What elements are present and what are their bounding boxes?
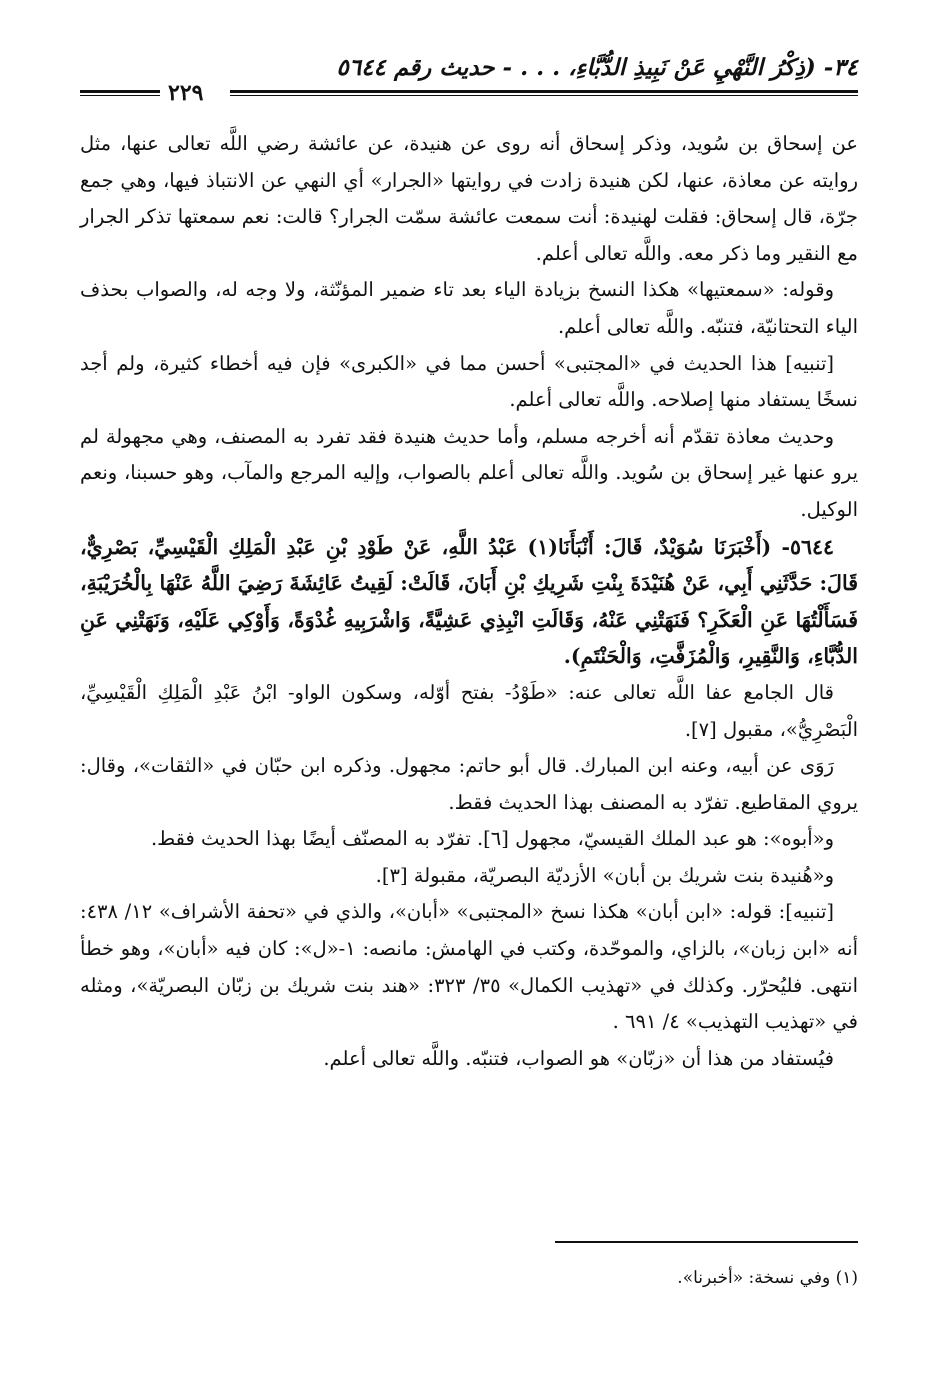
main-text (80, 126, 858, 1077)
paragraph: و«أبوه»: هو عبد الملك القيسيّ، مجهول [٦]. تفرّد به المصنّف أيضًا بهذا الحديث فقط. (150, 827, 834, 851)
hadith-text: ٥٦٤٤- (أَخْبَرَنَا سُوَيْدٌ، قَالَ: أَنْبَأَنَا(١) عَبْدُ اللَّهِ، عَنْ طَوْدِ بْنِ عَبْدِ الْمَلِكِ الْقَيْسِيِّ، بَصْرِيٌّ، قَالَ: حَدَّثَنِي أَبِي، عَنْ هُنَيْدَةَ بِنْتِ شَرِيكِ بْنِ أَبَانَ، قَالَتْ: لَقِيتُ عَائِشَةَ رَضِيَ اللَّهُ عَنْهَا بِالْخُرَيْبَةِ، فَسَأَلْتُهَا عَنِ الْعَكَرِ؟ فَنَهَتْنِي عَنْهُ، وَقَالَتِ انْبِذِي عَشِيَّةً، وَاشْرَبِيهِ غُدْوَةً، وَأَوْكِي عَلَيْهِ، وَنَهَتْنِي عَنِ الدُّبَّاءِ، وَالنَّقِيرِ، وَالْمُزَفَّتِ، وَالْحَنْتَمِ). (80, 534, 858, 669)
page-number-rule (80, 90, 160, 93)
page-number: ٢٢٩ (168, 80, 204, 106)
paragraph: فيُستفاد من هذا أن «زبّان» هو الصواب، فتنبّه. واللَّه تعالى أعلم. (323, 1046, 834, 1070)
header-rule-thin (230, 95, 858, 96)
page-header (80, 52, 858, 106)
paragraph: وقوله: «سمعتيها» هكذا النسخ بزيادة الياء بعد تاء ضمير المؤنّثة، ولا وجه له، والصواب بحذف الياء التحتانيّة، فتنبّه. واللَّه تعالى أعلم. (80, 278, 858, 338)
paragraph: عن إسحاق بن سُويد، وذكر إسحاق أنه روى عن هنيدة، عن عائشة رضي اللَّه تعالى عنها، مثل روايته عن معاذة، عنها، لكن هنيدة زادت في روايتها «الجرار» أي النهي عن الانتباذ فيها، وهي جمع جرّة، قال إسحاق: فقلت لهنيدة: أنت سمعت عائشة سمّت الجرار؟ قالت: نعم سمعتها تذكر الجرار مع النقير وما ذكر معه. واللَّه تعالى أعلم. (80, 132, 858, 265)
page-number-rule-thin (80, 95, 160, 96)
footnote-separator (555, 1241, 858, 1243)
paragraph: رَوَى عن أبيه، وعنه ابن المبارك. قال أبو حاتم: مجهول. وذكره ابن حبّان في «الثقات»، وقال: يروي المقاطيع. تفرّد به المصنف بهذا الحديث فقط. (80, 754, 858, 814)
paragraph: و«هُنيدة بنت شريك بن أبان» الأزديّة البصريّة، مقبولة [٣]. (375, 863, 834, 887)
note-paragraph: [تنبيه] هذا الحديث في «المجتبى» أحسن مما في «الكبرى» فإن فيه أخطاء كثيرة، ولم أجد نسخًا يستفاد منها إصلاحه. واللَّه تعالى أعلم. (80, 351, 858, 412)
paragraph: وحديث معاذة تقدّم أنه أخرجه مسلم، وأما حديث هنيدة فقد تفرد به المصنف، وهي مجهولة لم يرو عنها غير إسحاق بن سُويد. واللَّه تعالى أعلم بالصواب، وإليه المرجع والمآب، وهو حسبنا، ونعم الوكيل. (80, 424, 858, 521)
running-title: ٣٤- (ذِكْرُ النَّهْيِ عَنْ نَبِيذِ الدُّبَّاءِ، . . . - حديث رقم ٥٦٤٤ (336, 54, 858, 81)
header-rule (230, 90, 858, 93)
commentary-paragraph: قال الجامع عفا اللَّه تعالى عنه: «طَوْدُ- بفتح أوّله، وسكون الواو- ابْنُ عَبْدِ الْمَلِكِ الْقَيْسِيِّ، الْبَصْرِيُّ»، مقبول [٧]. (80, 680, 858, 741)
footnote: (١) وفي نسخة: «أخبرنا». (677, 1268, 858, 1288)
note-paragraph: [تنبيه]: قوله: «ابن أبان» هكذا نسخ «المجتبى» «أبان»، والذي في «تحفة الأشراف» ١٢/ ٤٣٨: أنه «ابن زبان»، بالزاي، والموحّدة، وكتب في الهامش: مانصه: ١-«ل»: كان فيه «أبان»، وهو خطأ انتهى. فليُحرّر. وكذلك في «تهذيب الكمال» ٣٥/ ٣٢٣: «هند بنت شريك بن زبّان البصريّة»، ومثله في «تهذيب التهذيب» ٤/ ٦٩١ . (80, 900, 859, 1034)
